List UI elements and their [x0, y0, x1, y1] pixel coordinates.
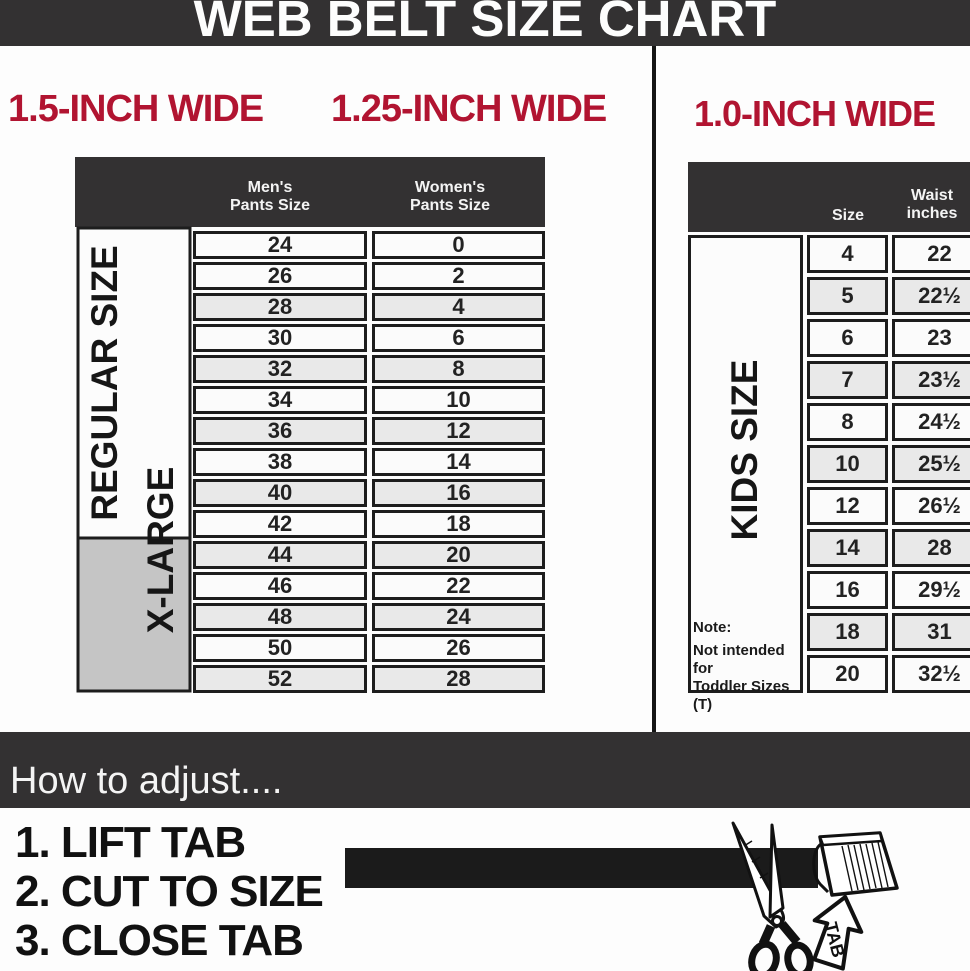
how-to-adjust-label: How to adjust....	[10, 760, 283, 802]
kid-waist-cell: 22½	[892, 277, 970, 315]
mens-size-cell: 24	[193, 231, 367, 259]
kid-size-cell: 4	[807, 235, 888, 273]
mens-size-cell: 32	[193, 355, 367, 383]
width-label-1-0-inch: 1.0-INCH WIDE	[694, 93, 936, 134]
womens-size-cell: 26	[372, 634, 545, 662]
womens-column-header: Women's Pants Size	[409, 179, 491, 214]
kid-size-cell: 5	[807, 277, 888, 315]
womens-size-cell: 2	[372, 262, 545, 290]
mens-size-cell: 40	[193, 479, 367, 507]
kid-waist-cell: 29½	[892, 571, 970, 609]
adult-size-table	[75, 157, 545, 697]
kid-size-cell: 14	[807, 529, 888, 567]
kids-table-header	[688, 162, 970, 232]
womens-size-cell: 6	[372, 324, 545, 352]
kid-size-cell: 8	[807, 403, 888, 441]
kid-waist-cell: 23½	[892, 361, 970, 399]
mens-column-header: Men's Pants Size	[229, 179, 311, 214]
kid-size-cell: 10	[807, 445, 888, 483]
womens-size-cell: 0	[372, 231, 545, 259]
kid-waist-cell: 26½	[892, 487, 970, 525]
mens-size-cell: 26	[193, 262, 367, 290]
section-divider	[652, 46, 656, 732]
page-title: WEB BELT SIZE CHART	[193, 0, 777, 46]
kid-waist-cell: 31	[892, 613, 970, 651]
kid-size-cell: 16	[807, 571, 888, 609]
step-cut-to-size: 2. CUT TO SIZE	[15, 867, 323, 916]
womens-size-cell: 22	[372, 572, 545, 600]
width-label-1-5-inch: 1.5-INCH WIDE	[8, 88, 264, 130]
buckle-icon	[814, 833, 897, 895]
womens-size-cell: 12	[372, 417, 545, 445]
step-lift-tab: 1. LIFT TAB	[15, 818, 246, 867]
kids-size-table	[688, 162, 970, 713]
belt-adjust-illustration	[340, 800, 970, 971]
xlarge-label: X-LARGE	[140, 466, 181, 634]
kid-waist-cell: 24½	[892, 403, 970, 441]
womens-size-cell: 8	[372, 355, 545, 383]
kid-size-cell: 20	[807, 655, 888, 693]
kid-waist-cell: 25½	[892, 445, 970, 483]
kid-size-cell: 18	[807, 613, 888, 651]
width-label-1-25-inch: 1.25-INCH WIDE	[331, 88, 607, 130]
adjust-steps	[15, 818, 323, 965]
womens-size-cell: 24	[372, 603, 545, 631]
toddler-note: Note: Not intended for Toddler Sizes (T)	[693, 619, 790, 713]
womens-size-cell: 18	[372, 510, 545, 538]
title-bar	[0, 0, 970, 46]
kid-waist-cell: 23	[892, 319, 970, 357]
womens-size-cell: 28	[372, 665, 545, 693]
mens-size-cell: 30	[193, 324, 367, 352]
womens-size-cell: 20	[372, 541, 545, 569]
womens-size-cell: 14	[372, 448, 545, 476]
kids-size-label: KIDS SIZE	[724, 359, 765, 541]
mens-size-cell: 28	[193, 293, 367, 321]
mens-size-cell: 46	[193, 572, 367, 600]
scissors-icon	[733, 823, 813, 971]
waist-column-header: Waist inches	[906, 187, 958, 222]
womens-size-cell: 16	[372, 479, 545, 507]
mens-size-cell: 44	[193, 541, 367, 569]
tab-arrow-icon	[805, 891, 869, 971]
mens-size-cell: 52	[193, 665, 367, 693]
kid-waist-cell: 32½	[892, 655, 970, 693]
kid-size-cell: 6	[807, 319, 888, 357]
how-to-adjust-bar	[0, 732, 970, 808]
mens-size-cell: 42	[193, 510, 367, 538]
size-column-header: Size	[831, 207, 865, 224]
mens-size-cell: 34	[193, 386, 367, 414]
kid-waist-cell: 22	[892, 235, 970, 273]
mens-size-cell: 36	[193, 417, 367, 445]
tab-arrow-label: TAB	[820, 919, 849, 960]
womens-size-cell: 10	[372, 386, 545, 414]
womens-size-cell: 4	[372, 293, 545, 321]
mens-size-cell: 50	[193, 634, 367, 662]
mens-size-cell: 48	[193, 603, 367, 631]
step-close-tab: 3. CLOSE TAB	[15, 916, 303, 965]
kid-size-cell: 7	[807, 361, 888, 399]
kid-waist-cell: 28	[892, 529, 970, 567]
kid-size-cell: 12	[807, 487, 888, 525]
mens-size-cell: 38	[193, 448, 367, 476]
regular-size-label: REGULAR SIZE	[84, 245, 125, 521]
